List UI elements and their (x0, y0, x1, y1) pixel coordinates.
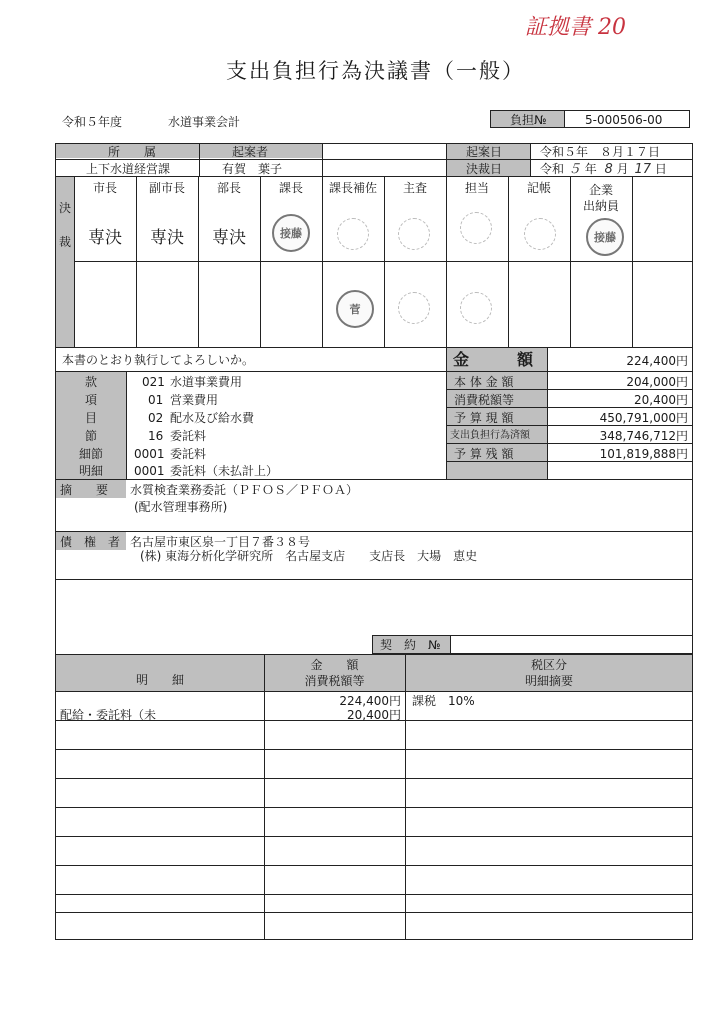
budget-0-label: 款 (84, 375, 97, 389)
drafter-label: 起案者 (232, 145, 269, 159)
budget-1-name: 営業費用 (170, 393, 219, 407)
budget-2-label: 目 (84, 411, 97, 425)
amount-row-1-label: 消費税額等 (454, 393, 515, 407)
total-amount-value: 224,400円 (626, 354, 688, 368)
detail-col-item: 明 細 (135, 673, 184, 687)
amount-row-2-label: 予 算 現 額 (454, 411, 514, 425)
decision-date-label: 決裁日 (466, 162, 503, 176)
stamp-treasurer: 接藤 (586, 218, 624, 256)
summary-label: 摘 要 (60, 483, 109, 497)
amount-row-1-value: 20,400円 (634, 393, 688, 407)
role-assistant-chief: 課長補佐 (328, 181, 377, 195)
contract-no-label: 契 約 № (380, 638, 441, 652)
role-bookkeeper: 記帳 (526, 181, 551, 195)
approval-side-2: 裁 (59, 235, 72, 249)
amount-row-2-value: 450,791,000円 (599, 411, 688, 425)
budget-5-label: 明細 (78, 464, 103, 478)
faint-stamp-4 (524, 218, 556, 250)
budget-3-label: 節 (84, 429, 97, 443)
amount-row-0-label: 本 体 金 額 (454, 375, 514, 389)
faint-stamp-5 (398, 292, 430, 324)
detail-row-1-tax: 課税 10% (412, 694, 475, 708)
total-amount-label: 金 額 (453, 350, 534, 369)
draft-date-label: 起案日 (466, 145, 503, 159)
faint-stamp-3 (460, 212, 492, 244)
budget-2-code: 02 (148, 411, 164, 425)
detail-col-tax-2: 明細摘要 (524, 674, 573, 688)
dept-label: 所 属 (108, 145, 157, 159)
summary-line-2: (配水管理事務所) (134, 500, 228, 514)
detail-col-amount-1: 金 額 (310, 658, 359, 672)
role-mayor: 市長 (92, 181, 117, 195)
burden-no-label: 負担№ (510, 113, 547, 127)
budget-4-name: 委託料 (170, 447, 207, 461)
senketsu-director: 専決 (212, 228, 246, 248)
account-name: 水道事業会計 (168, 115, 241, 129)
amount-row-3-label: 支出負担行為済額 (450, 430, 530, 441)
summary-line-1: 水質検査業務委託（ＰＦＯＳ／ＰＦＯＡ） (130, 483, 359, 497)
amount-row-4-value: 101,819,888円 (599, 447, 688, 461)
budget-4-code: 0001 (134, 447, 165, 461)
detail-row-1-item: 配給・委託料（未 (60, 708, 157, 722)
budget-0-code: 021 (142, 375, 165, 389)
role-director: 部長 (216, 181, 241, 195)
budget-0-name: 水道事業費用 (170, 375, 243, 389)
draft-date-value: 令和５年 ８月１７日 (540, 145, 661, 159)
creditor-label: 債 権 者 (60, 535, 121, 549)
faint-stamp-1 (337, 218, 369, 250)
request-text: 本書のとおり執行してよろしいか。 (62, 353, 255, 367)
detail-row-1-amount: 224,400円 (339, 694, 401, 708)
senketsu-vice-mayor: 専決 (150, 228, 184, 248)
dept-value: 上下水道経営課 (86, 162, 171, 176)
role-chief-clerk: 主査 (402, 181, 427, 195)
role-staff: 担当 (464, 181, 489, 195)
stamp-assistant-chief: 菅 (336, 290, 374, 328)
detail-row-1-tax-amount: 20,400円 (347, 708, 401, 722)
budget-5-name: 委託料（未払計上） (170, 464, 279, 478)
fiscal-year: 令和５年度 (62, 115, 123, 129)
role-section-chief: 課長 (278, 181, 303, 195)
drafter-value: 有賀 葉子 (222, 162, 283, 176)
stamp-section-chief: 接藤 (272, 214, 310, 252)
detail-col-amount-2: 消費税額等 (304, 674, 365, 688)
budget-3-code: 16 (148, 429, 164, 443)
budget-1-label: 項 (84, 393, 97, 407)
page-title: 支出負担行為決議書（一般） (226, 59, 525, 83)
faint-stamp-6 (460, 292, 492, 324)
handwritten-note: 証拠書 20 (525, 15, 626, 40)
budget-3-name: 委託料 (170, 429, 207, 443)
creditor-line-2: (株) 東海分析化学研究所 名古屋支店 支店長 大場 恵史 (140, 549, 478, 563)
burden-no-value: 5-000506-00 (585, 113, 663, 127)
amount-row-0-value: 204,000円 (626, 375, 688, 389)
detail-col-tax-1: 税区分 (530, 658, 567, 672)
budget-5-code: 0001 (134, 464, 165, 478)
approval-side-1: 決 (59, 201, 72, 215)
decision-date-value: 令和 ５ 年 8 月 17 日 (540, 162, 667, 177)
budget-2-name: 配水及び給水費 (170, 411, 255, 425)
role-vice-mayor: 副市長 (148, 181, 185, 195)
budget-4-label: 細節 (78, 447, 103, 461)
senketsu-mayor: 専決 (88, 228, 122, 248)
faint-stamp-2 (398, 218, 430, 250)
creditor-line-1: 名古屋市東区泉一丁目７番３８号 (130, 535, 311, 549)
budget-1-code: 01 (148, 393, 164, 407)
amount-row-3-value: 348,746,712円 (599, 429, 688, 443)
role-treasurer: 企業 出納員 (582, 183, 619, 214)
amount-row-4-label: 予 算 残 額 (454, 447, 514, 461)
